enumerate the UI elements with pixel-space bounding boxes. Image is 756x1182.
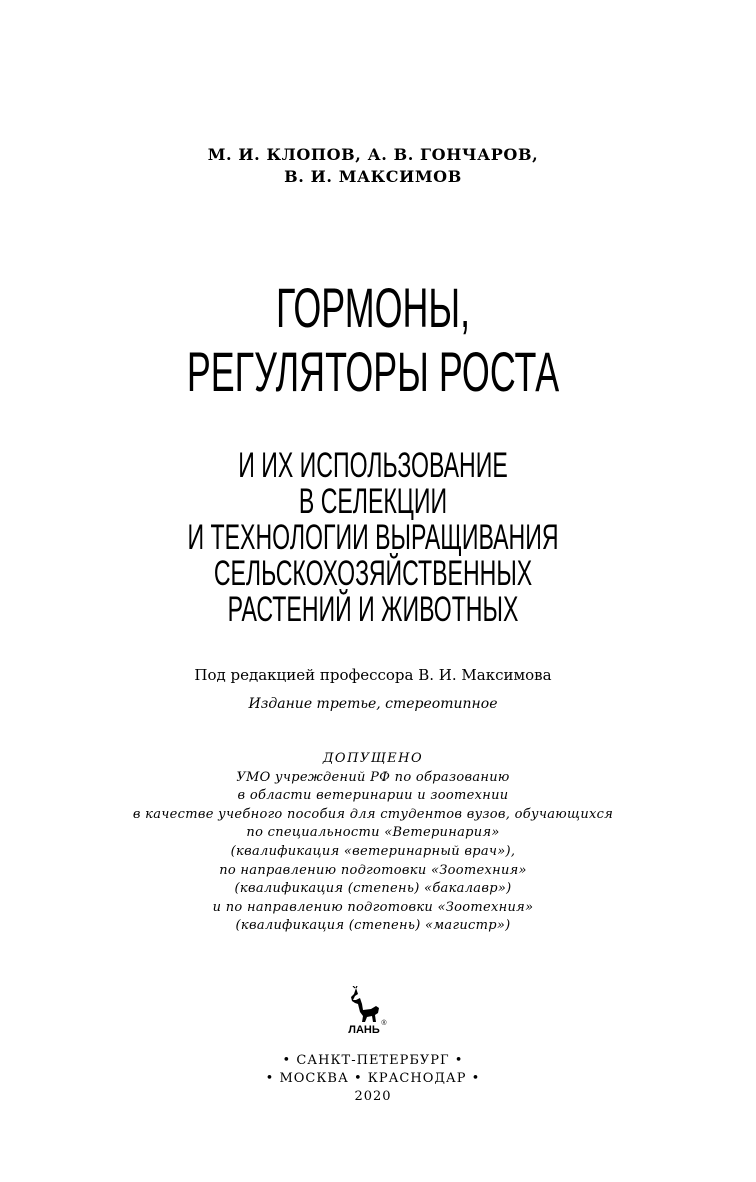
book-title [134, 276, 611, 404]
approval-line: в качестве учебного пособия для студентов вузов, обучающихся [132, 806, 614, 822]
approval-line: (квалификация «ветеринарный врач»), [230, 843, 516, 859]
approval-line: в области ветеринарии и зоотехнии [237, 788, 509, 804]
city-line-1: • САНКТ-ПЕТЕРБУРГ • [282, 1053, 464, 1068]
approval-line: (квалификация (степень) «магистр») [235, 918, 511, 934]
logo-registered-mark: ® [381, 1020, 387, 1027]
book-title-line-1: ГОРМОНЫ, [275, 276, 471, 339]
approval-line: (квалификация (степень) «бакалавр») [234, 881, 512, 897]
subtitle-line-3: И ТЕХНОЛОГИИ ВЫРАЩИВАНИЯ [187, 518, 559, 557]
subtitle-line-4: СЕЛЬСКОХОЗЯЙСТВЕННЫХ [213, 554, 533, 593]
subtitle-line-1: И ИХ ИСПОЛЬЗОВАНИЕ [238, 446, 508, 485]
imprint [0, 1052, 746, 1106]
book-subtitle [127, 448, 619, 628]
approval-line: по специальности «Ветеринария» [246, 825, 500, 841]
approval-line: и по направлению подготовки «Зоотехния» [212, 899, 534, 915]
approval-line: УМО учреждений РФ по образованию [236, 769, 510, 785]
publication-year: 2020 [354, 1089, 392, 1104]
subtitle-line-2: В СЕЛЕКЦИИ [298, 482, 448, 521]
subtitle-line-5: РАСТЕНИЙ И ЖИВОТНЫХ [227, 590, 519, 629]
authors-line-1: М. И. КЛОПОВ, А. В. ГОНЧАРОВ, [207, 145, 539, 164]
approval-heading: ДОПУЩЕНО [322, 751, 424, 766]
book-title-line-2: РЕГУЛЯТОРЫ РОСТА [186, 340, 560, 403]
authors [0, 144, 746, 188]
approval-line: по направлению подготовки «Зоотехния» [219, 862, 527, 878]
editor-note: Под редакцией профессора В. И. Максимова [194, 666, 552, 684]
deer-logo-icon [343, 986, 389, 1034]
approval-block [0, 750, 746, 936]
edition-note: Издание третье, стереотипное [248, 696, 498, 712]
city-line-2: • МОСКВА • КРАСНОДАР • [265, 1071, 481, 1086]
logo-wordmark: ЛАНЬ [348, 1024, 380, 1034]
authors-line-2: В. И. МАКСИМОВ [284, 167, 462, 186]
